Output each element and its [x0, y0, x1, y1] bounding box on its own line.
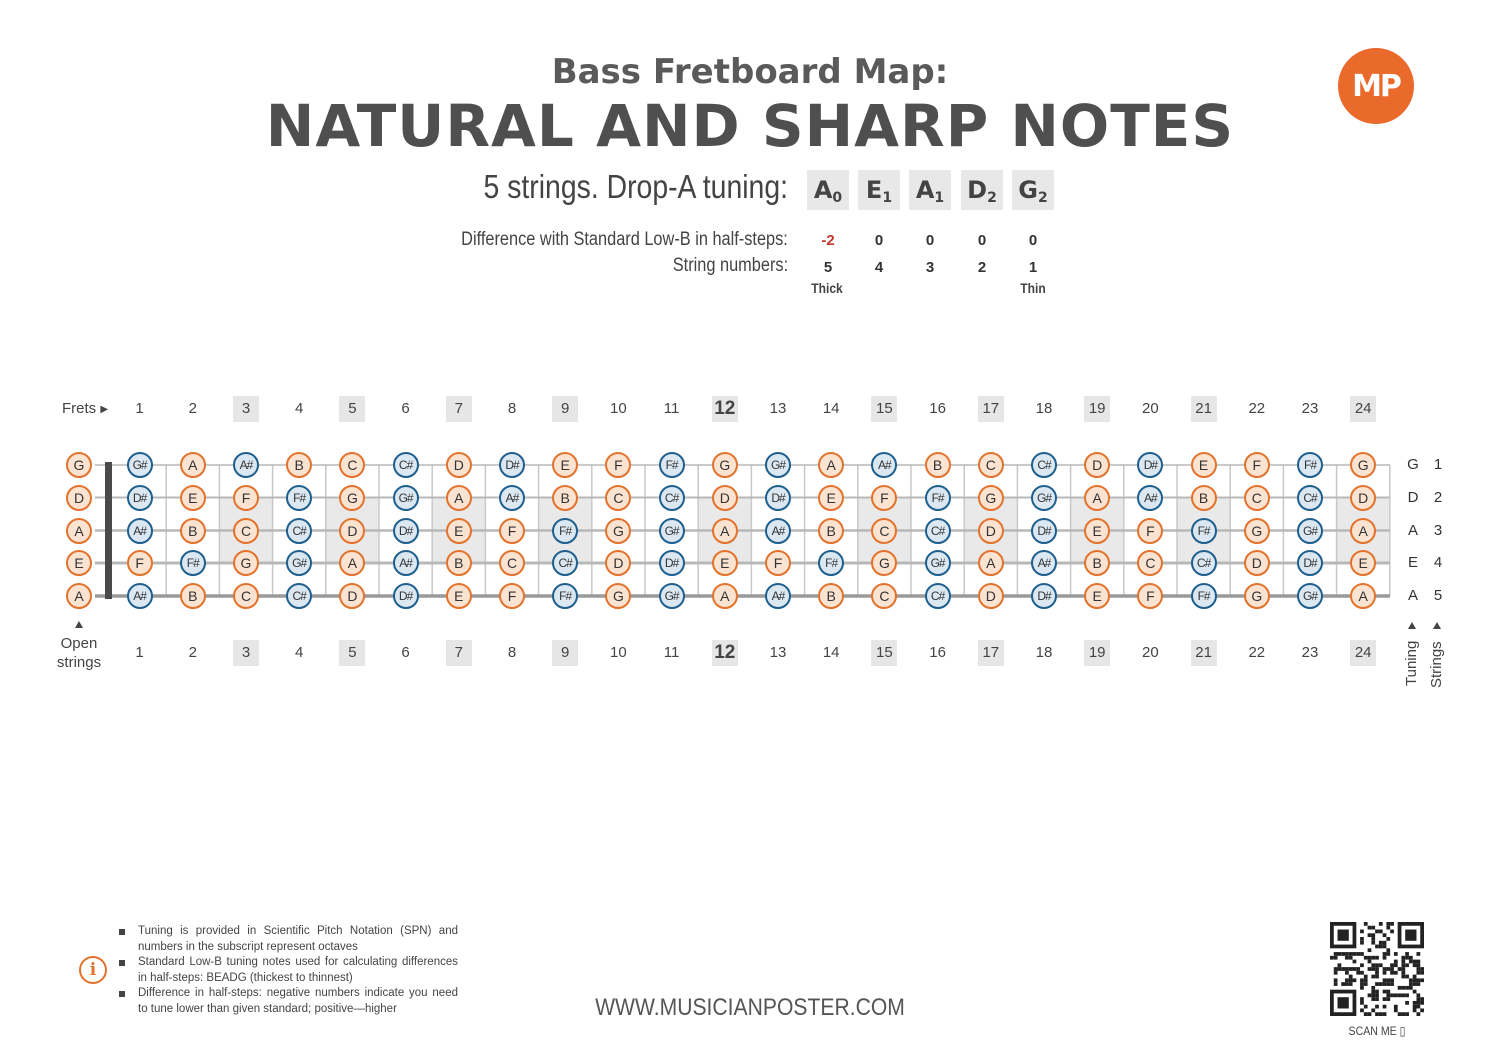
- fret-number: 6: [401, 644, 410, 661]
- natural-note: F: [765, 550, 791, 576]
- difference-value: 0: [1028, 232, 1038, 249]
- fret-number: 7: [446, 640, 472, 666]
- frets-label-text: Frets: [62, 400, 97, 417]
- string-number-label: 1: [1433, 456, 1443, 473]
- arrow-up-icon: [1408, 622, 1416, 629]
- natural-note: D: [339, 518, 365, 544]
- sharp-note: G#: [659, 518, 685, 544]
- sharp-note: C#: [393, 452, 419, 478]
- fret-number: 24: [1350, 396, 1376, 422]
- string-number-value: 5: [823, 259, 833, 276]
- tuning-string-label: A: [1407, 587, 1418, 604]
- natural-note: B: [1084, 550, 1110, 576]
- open-string-note: G: [66, 452, 92, 478]
- natural-note: D: [1350, 485, 1376, 511]
- fret-number: 13: [769, 644, 787, 661]
- fret-number: 18: [1035, 400, 1053, 417]
- natural-note: G: [1244, 583, 1270, 609]
- natural-note: D: [1244, 550, 1270, 576]
- fret-number: 4: [295, 400, 304, 417]
- arrow-up-icon: [1433, 622, 1441, 629]
- fret-number: 21: [1191, 640, 1217, 666]
- fret-number: 19: [1084, 396, 1110, 422]
- string-number-label: 3: [1433, 521, 1443, 539]
- natural-note: F: [605, 452, 631, 478]
- sharp-note: A#: [1031, 550, 1057, 576]
- sharp-note: C#: [286, 518, 312, 544]
- sharp-note: G#: [127, 452, 153, 478]
- natural-note: A: [712, 583, 738, 609]
- string-number-value: 3: [925, 259, 935, 276]
- natural-note: F: [127, 550, 153, 576]
- fret-number: 17: [978, 396, 1004, 422]
- fret-number: 5: [339, 396, 365, 422]
- natural-note: B: [552, 485, 578, 511]
- fret-number: 19: [1084, 640, 1110, 666]
- sharp-note: D#: [499, 452, 525, 478]
- tuning-note: G: [1018, 176, 1038, 204]
- fret-number: 9: [552, 396, 578, 422]
- footnote: Difference in half-steps: negative numbers indicate you need to tune lower than given standard; positive—higher: [118, 986, 458, 1017]
- sharp-note: C#: [286, 583, 312, 609]
- sharp-note: C#: [925, 583, 951, 609]
- tuning-string-label: A: [1407, 521, 1418, 539]
- string-number-value: 4: [874, 259, 884, 276]
- fret-number: 1: [135, 644, 144, 661]
- natural-note: C: [1244, 485, 1270, 511]
- fret-number: 22: [1248, 400, 1266, 417]
- natural-note: C: [871, 518, 897, 544]
- natural-note: F: [1137, 583, 1163, 609]
- fret-number: 8: [507, 644, 517, 661]
- sharp-note: A#: [871, 452, 897, 478]
- natural-note: A: [818, 452, 844, 478]
- tuning-string-label: E: [1407, 554, 1418, 571]
- natural-note: B: [818, 518, 844, 544]
- fret-number: 17: [978, 640, 1004, 666]
- sharp-note: C#: [925, 518, 951, 544]
- sharp-note: D#: [127, 485, 153, 511]
- open-string-note: A: [66, 518, 92, 544]
- sharp-note: D#: [393, 518, 419, 544]
- natural-note: G: [978, 485, 1004, 511]
- natural-note: D: [339, 583, 365, 609]
- sharp-note: G#: [286, 550, 312, 576]
- natural-note: G: [339, 485, 365, 511]
- tuning-label: 5 strings. Drop-A tuning:: [483, 168, 788, 205]
- fret-number: 10: [610, 400, 627, 417]
- natural-note: C: [605, 485, 631, 511]
- difference-label: Difference with Standard Low-B in half-steps:: [461, 229, 788, 250]
- natural-note: C: [871, 583, 897, 609]
- natural-note: B: [286, 452, 312, 478]
- natural-note: G: [605, 518, 631, 544]
- sharp-note: F#: [552, 583, 578, 609]
- natural-note: A: [1084, 485, 1110, 511]
- thin-label: Thin: [1020, 280, 1046, 296]
- fret-number: 3: [233, 396, 259, 422]
- string-numbers-label: String numbers:: [672, 255, 788, 276]
- sharp-note: C#: [1191, 550, 1217, 576]
- fret-number: 7: [446, 396, 472, 422]
- fret-number: 10: [610, 644, 627, 661]
- sharp-note: D#: [1031, 583, 1057, 609]
- sharp-note: F#: [1191, 583, 1217, 609]
- scan-me-label: [1336, 1024, 1419, 1038]
- website-link[interactable]: WWW.MUSICIANPOSTER.COM: [595, 994, 905, 1021]
- natural-note: D: [978, 583, 1004, 609]
- string-number-value: 2: [977, 259, 987, 276]
- sharp-note: G#: [1031, 485, 1057, 511]
- strings-axis-label: Strings: [1428, 641, 1445, 688]
- string-number-label: 2: [1433, 488, 1443, 506]
- nut: [105, 462, 112, 599]
- natural-note: D: [446, 452, 472, 478]
- natural-note: E: [818, 485, 844, 511]
- natural-note: A: [446, 485, 472, 511]
- natural-note: E: [446, 583, 472, 609]
- sharp-note: A#: [765, 518, 791, 544]
- natural-note: B: [446, 550, 472, 576]
- string-number-label: 4: [1433, 554, 1443, 571]
- open-strings-label: Open strings: [56, 635, 102, 671]
- natural-note: D: [978, 518, 1004, 544]
- natural-note: A: [712, 518, 738, 544]
- natural-note: E: [1084, 583, 1110, 609]
- tuning-octave: 1: [934, 190, 945, 206]
- natural-note: B: [180, 518, 206, 544]
- natural-note: G: [1244, 518, 1270, 544]
- natural-note: G: [233, 550, 259, 576]
- natural-note: F: [499, 518, 525, 544]
- fret-number: 15: [871, 640, 897, 666]
- open-string-note: E: [66, 550, 92, 576]
- sharp-note: F#: [180, 550, 206, 576]
- sharp-note: F#: [925, 485, 951, 511]
- sharp-note: G#: [925, 550, 951, 576]
- tuning-note: A: [915, 176, 935, 204]
- natural-note: F: [233, 485, 259, 511]
- natural-note: A: [1350, 583, 1376, 609]
- natural-note: C: [233, 518, 259, 544]
- sharp-note: D#: [659, 550, 685, 576]
- natural-note: G: [605, 583, 631, 609]
- sharp-note: G#: [1297, 518, 1323, 544]
- tuning-note: E: [865, 176, 883, 204]
- fret-number: 18: [1035, 644, 1053, 661]
- sharp-note: C#: [659, 485, 685, 511]
- sharp-note: F#: [286, 485, 312, 511]
- fret-number: 21: [1191, 396, 1217, 422]
- tuning-octave: 2: [987, 190, 997, 206]
- sharp-note: F#: [659, 452, 685, 478]
- fret-number: 12: [712, 640, 738, 666]
- natural-note: A: [978, 550, 1004, 576]
- natural-note: C: [1137, 550, 1163, 576]
- natural-note: E: [712, 550, 738, 576]
- fret-number: 11: [663, 644, 680, 661]
- fret-number: 4: [295, 644, 304, 661]
- sharp-note: C#: [1297, 485, 1323, 511]
- fret-number: 24: [1350, 640, 1376, 666]
- natural-note: E: [1350, 550, 1376, 576]
- sharp-note: C#: [552, 550, 578, 576]
- natural-note: D: [712, 485, 738, 511]
- fret-number: 3: [233, 640, 259, 666]
- sharp-note: G#: [393, 485, 419, 511]
- natural-note: F: [1244, 452, 1270, 478]
- natural-note: B: [1191, 485, 1217, 511]
- fret-number: 9: [552, 640, 578, 666]
- fret-number: 14: [822, 644, 840, 661]
- natural-note: E: [446, 518, 472, 544]
- difference-value: -2: [821, 232, 835, 249]
- page-subtitle: Bass Fretboard Map:: [551, 52, 949, 92]
- sharp-note: D#: [1297, 550, 1323, 576]
- tuning-note: D: [967, 176, 988, 204]
- difference-value: 0: [925, 232, 935, 249]
- sharp-note: A#: [765, 583, 791, 609]
- natural-note: G: [871, 550, 897, 576]
- sharp-note: D#: [393, 583, 419, 609]
- tuning-string-label: D: [1407, 488, 1419, 506]
- fret-number: 20: [1142, 400, 1159, 417]
- sharp-note: F#: [1297, 452, 1323, 478]
- fret-number: 22: [1248, 644, 1266, 661]
- fret-number: 14: [822, 400, 840, 417]
- fret-number: 2: [188, 644, 197, 661]
- fret-number: 11: [663, 400, 680, 417]
- footnote: Tuning is provided in Scientific Pitch Notation (SPN) and numbers in the subscript represent octaves: [118, 924, 458, 955]
- sharp-note: A#: [393, 550, 419, 576]
- fret-number: 23: [1301, 644, 1319, 661]
- natural-note: E: [552, 452, 578, 478]
- arrow-right-icon: ▶: [100, 404, 109, 415]
- phone-icon: ▯: [1399, 1024, 1406, 1038]
- fret-number: 2: [188, 400, 197, 417]
- natural-note: A: [339, 550, 365, 576]
- open-string-note: D: [66, 485, 92, 511]
- fret-number: 20: [1142, 644, 1159, 661]
- thick-label: Thick: [811, 280, 843, 296]
- fret-number: 1: [135, 400, 144, 417]
- string-number-value: 1: [1028, 259, 1038, 276]
- sharp-note: F#: [1191, 518, 1217, 544]
- sharp-note: G#: [659, 583, 685, 609]
- page-title: NATURAL AND SHARP NOTES: [265, 92, 1235, 160]
- natural-note: C: [233, 583, 259, 609]
- natural-note: F: [871, 485, 897, 511]
- natural-note: F: [499, 583, 525, 609]
- fret-number: 13: [769, 400, 787, 417]
- tuning-octave: 2: [1037, 190, 1048, 206]
- sharp-note: A#: [233, 452, 259, 478]
- difference-value: 0: [874, 232, 884, 249]
- tuning-octave: 1: [882, 190, 893, 206]
- sharp-note: A#: [127, 583, 153, 609]
- natural-note: C: [339, 452, 365, 478]
- natural-note: E: [180, 485, 206, 511]
- natural-note: C: [978, 452, 1004, 478]
- string-number-label: 5: [1433, 587, 1443, 604]
- info-icon: i: [79, 956, 107, 984]
- tuning-axis-label: Tuning: [1403, 640, 1420, 686]
- difference-value: 0: [977, 232, 987, 249]
- sharp-note: A#: [127, 518, 153, 544]
- footnote: Standard Low-B tuning notes used for calculating differences in half-steps: BEADG (thickest to thinnest): [118, 955, 458, 986]
- sharp-note: C#: [1031, 452, 1057, 478]
- fret-number: 16: [929, 644, 946, 661]
- sharp-note: D#: [1137, 452, 1163, 478]
- arrow-up-icon: [75, 621, 83, 628]
- sharp-note: D#: [1031, 518, 1057, 544]
- fret-number: 12: [712, 396, 738, 422]
- sharp-note: D#: [765, 485, 791, 511]
- natural-note: G: [712, 452, 738, 478]
- sharp-note: F#: [818, 550, 844, 576]
- fret-number: 5: [339, 640, 365, 666]
- musicianposter-logo: MP: [1338, 48, 1414, 124]
- natural-note: D: [605, 550, 631, 576]
- sharp-note: F#: [552, 518, 578, 544]
- sharp-note: A#: [499, 485, 525, 511]
- sharp-note: A#: [1137, 485, 1163, 511]
- natural-note: E: [1084, 518, 1110, 544]
- natural-note: B: [180, 583, 206, 609]
- sharp-note: G#: [765, 452, 791, 478]
- natural-note: B: [818, 583, 844, 609]
- qr-code[interactable]: [1330, 922, 1424, 1016]
- sharp-note: G#: [1297, 583, 1323, 609]
- natural-note: D: [1084, 452, 1110, 478]
- natural-note: C: [499, 550, 525, 576]
- open-string-note: A: [66, 583, 92, 609]
- fret-number: 23: [1301, 400, 1319, 417]
- natural-note: F: [1137, 518, 1163, 544]
- scan-me-text: SCAN ME: [1348, 1024, 1397, 1038]
- natural-note: B: [925, 452, 951, 478]
- fret-number: 15: [871, 396, 897, 422]
- fret-number: 8: [507, 400, 517, 417]
- tuning-octave: 0: [832, 190, 843, 206]
- fret-number: 16: [929, 400, 946, 417]
- natural-note: G: [1350, 452, 1376, 478]
- tuning-string-label: G: [1407, 456, 1419, 473]
- natural-note: A: [180, 452, 206, 478]
- natural-note: E: [1191, 452, 1217, 478]
- fret-number: 6: [401, 400, 410, 417]
- natural-note: A: [1350, 518, 1376, 544]
- tuning-note: A: [813, 176, 833, 204]
